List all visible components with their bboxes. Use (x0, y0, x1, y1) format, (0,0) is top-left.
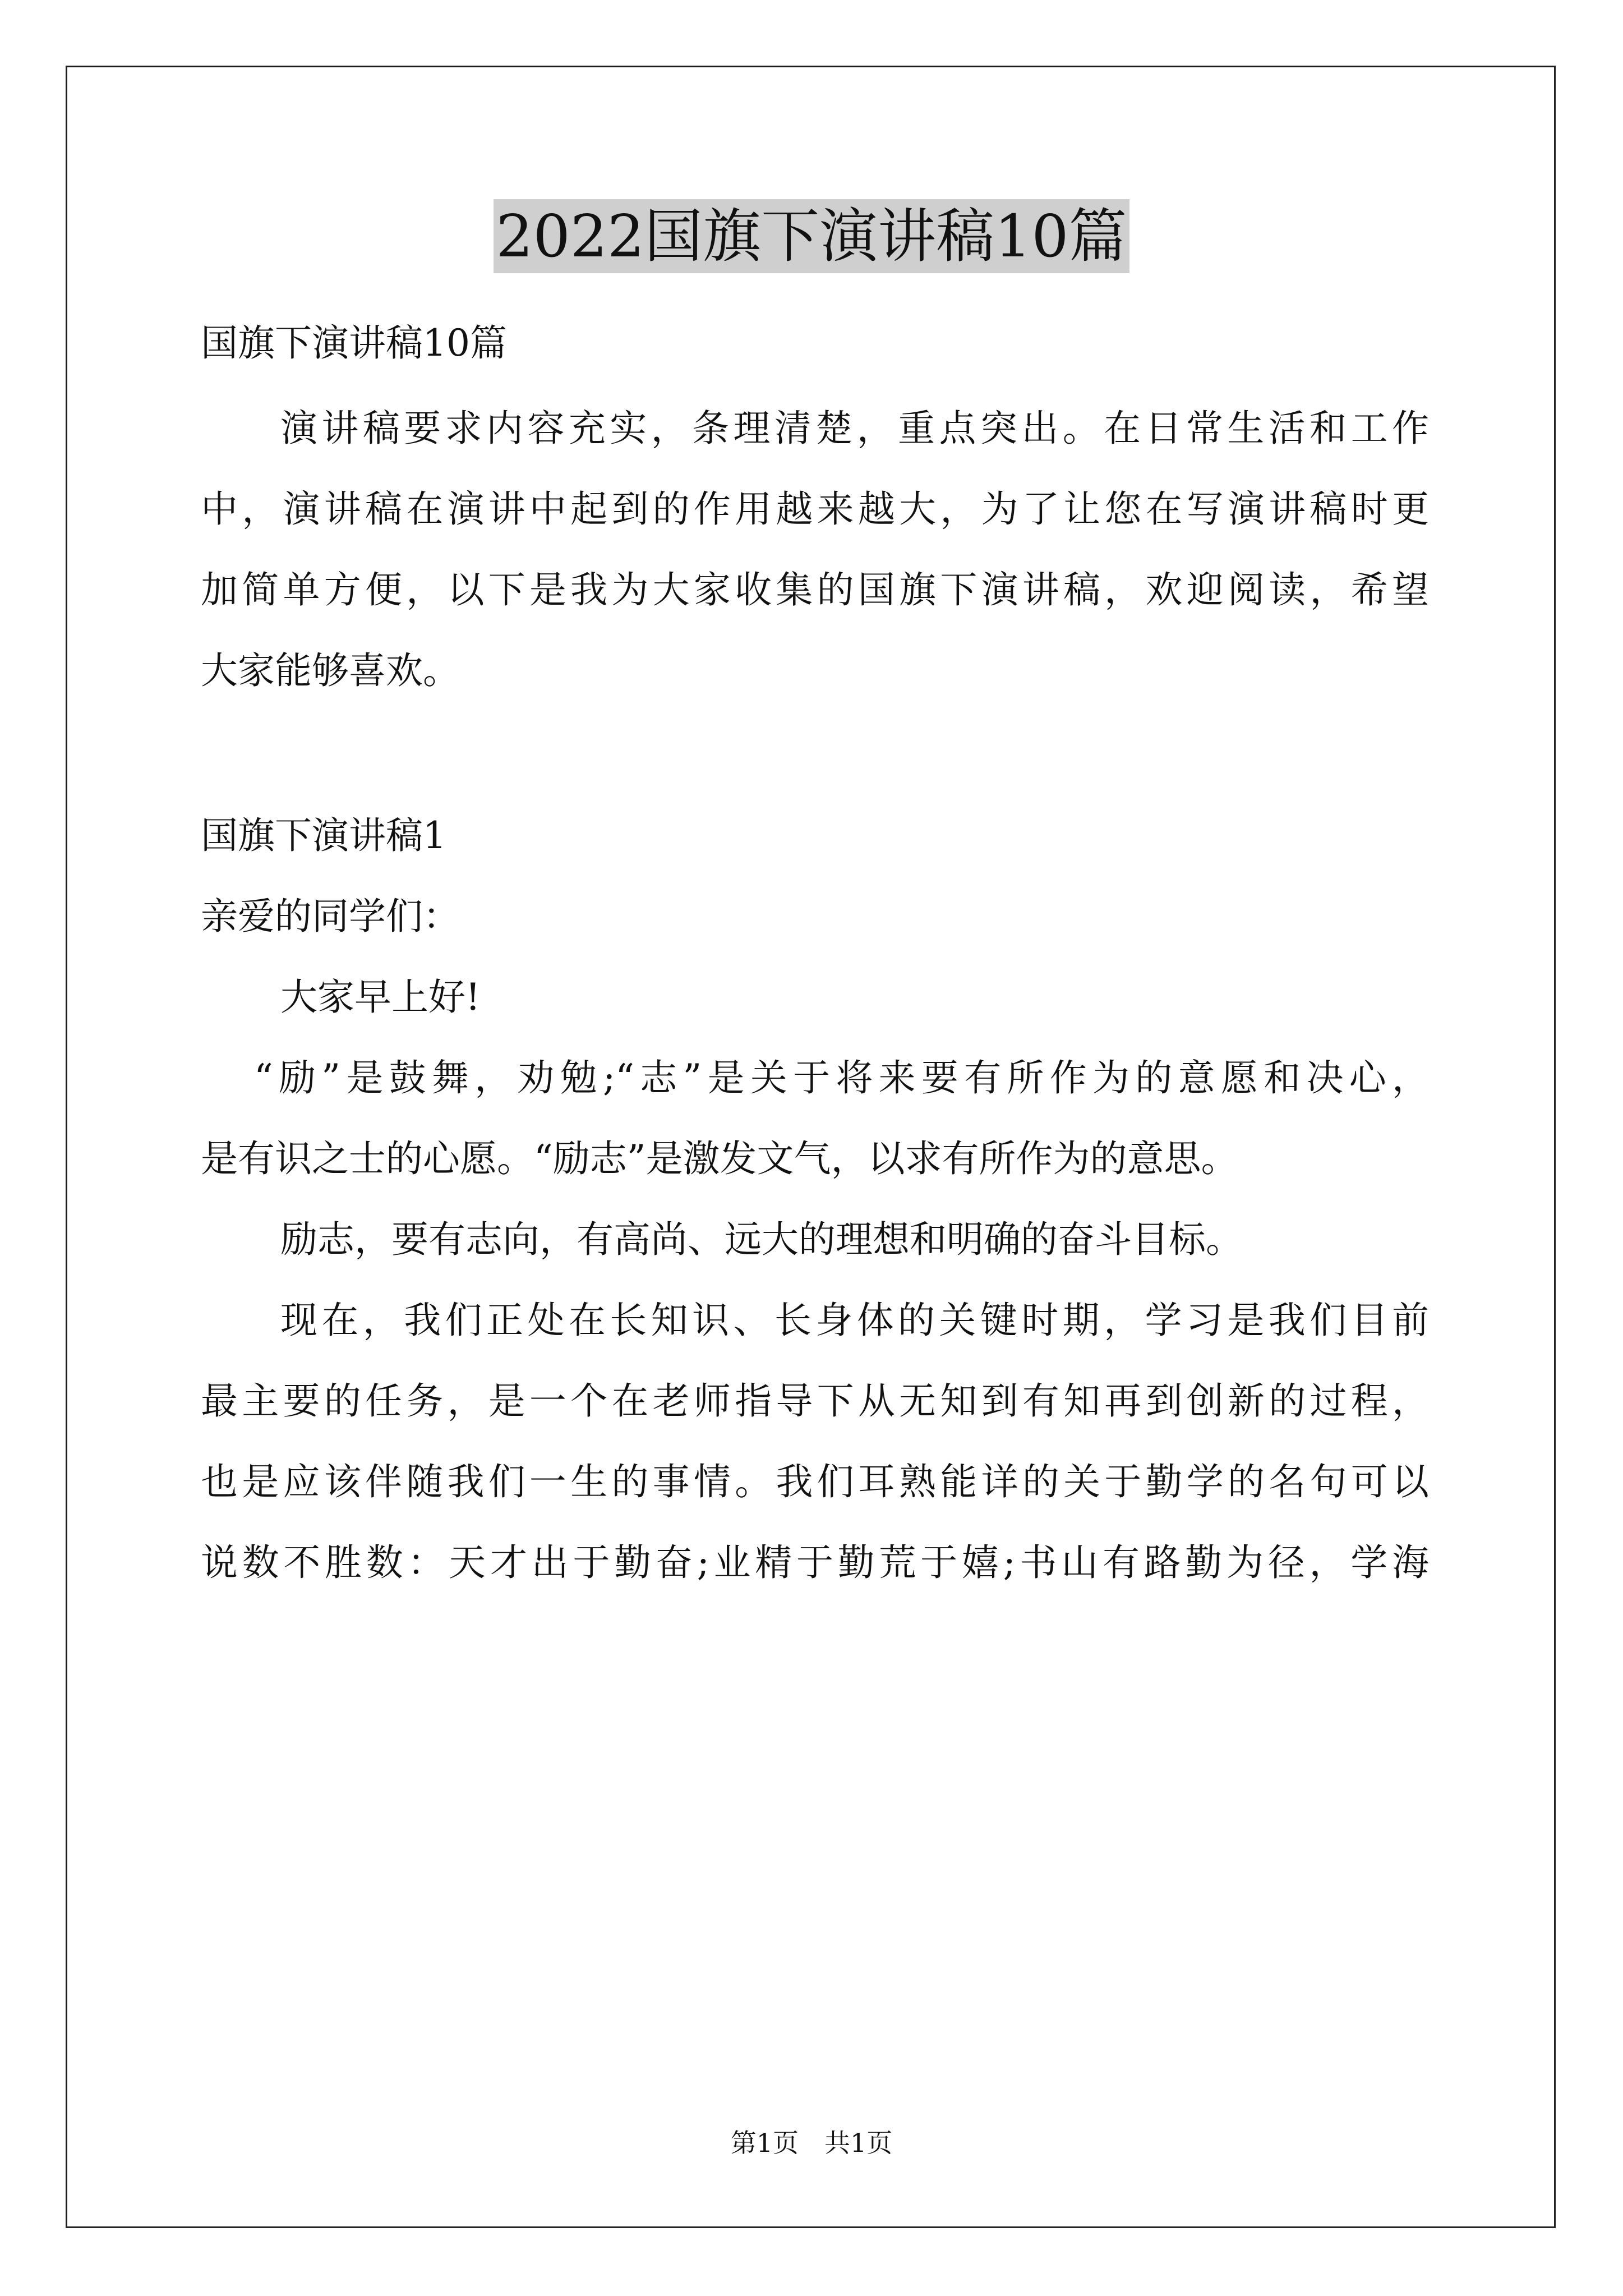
paragraph-line: 励志，要有志向，有高尚、远大的理想和明确的奋斗目标。 (280, 1218, 1243, 1261)
page-number: 第1页 共1页 (730, 2128, 893, 2158)
paragraph-line: 中，演讲稿在演讲中起到的作用越来越大，为了让您在写演讲稿时更 (201, 487, 1429, 531)
paragraph-line: 也是应该伴随我们一生的事情。我们耳熟能详的关于勤学的名句可以 (201, 1460, 1429, 1503)
page-footer (0, 2126, 1623, 2160)
paragraph-line: 最主要的任务，是一个在老师指导下从无知到有知再到创新的过程， (201, 1379, 1429, 1423)
paragraph-line: 现在，我们正处在长知识、长身体的关键时期，学习是我们目前 (280, 1299, 1429, 1342)
greeting-line: 大家早上好! (280, 976, 481, 1019)
paragraph-line: “励”是鼓舞，劝勉;“志”是关于将来要有所作为的意愿和决心， (254, 1056, 1429, 1099)
paragraph-line: 说数不胜数：天才出于勤奋;业精于勤荒于嬉;书山有路勤为径，学海 (201, 1541, 1429, 1584)
paragraph-line: 加简单方便，以下是我为大家收集的国旗下演讲稿，欢迎阅读，希望 (201, 568, 1429, 611)
document-title: 2022国旗下演讲稿10篇 (494, 199, 1129, 273)
document-body (201, 303, 1429, 1603)
paragraph-line: 大家能够喜欢。 (201, 649, 460, 692)
title-area (0, 199, 1623, 273)
paragraph-line: 演讲稿要求内容充实，条理清楚，重点突出。在日常生活和工作 (280, 407, 1429, 450)
salutation-line: 亲爱的同学们： (201, 895, 460, 938)
section-heading: 国旗下演讲稿1 (201, 814, 446, 857)
paragraph-line: 是有识之士的心愿。“励志”是激发文气，以求有所作为的意思。 (201, 1137, 1238, 1180)
subtitle-line: 国旗下演讲稿10篇 (201, 321, 507, 365)
